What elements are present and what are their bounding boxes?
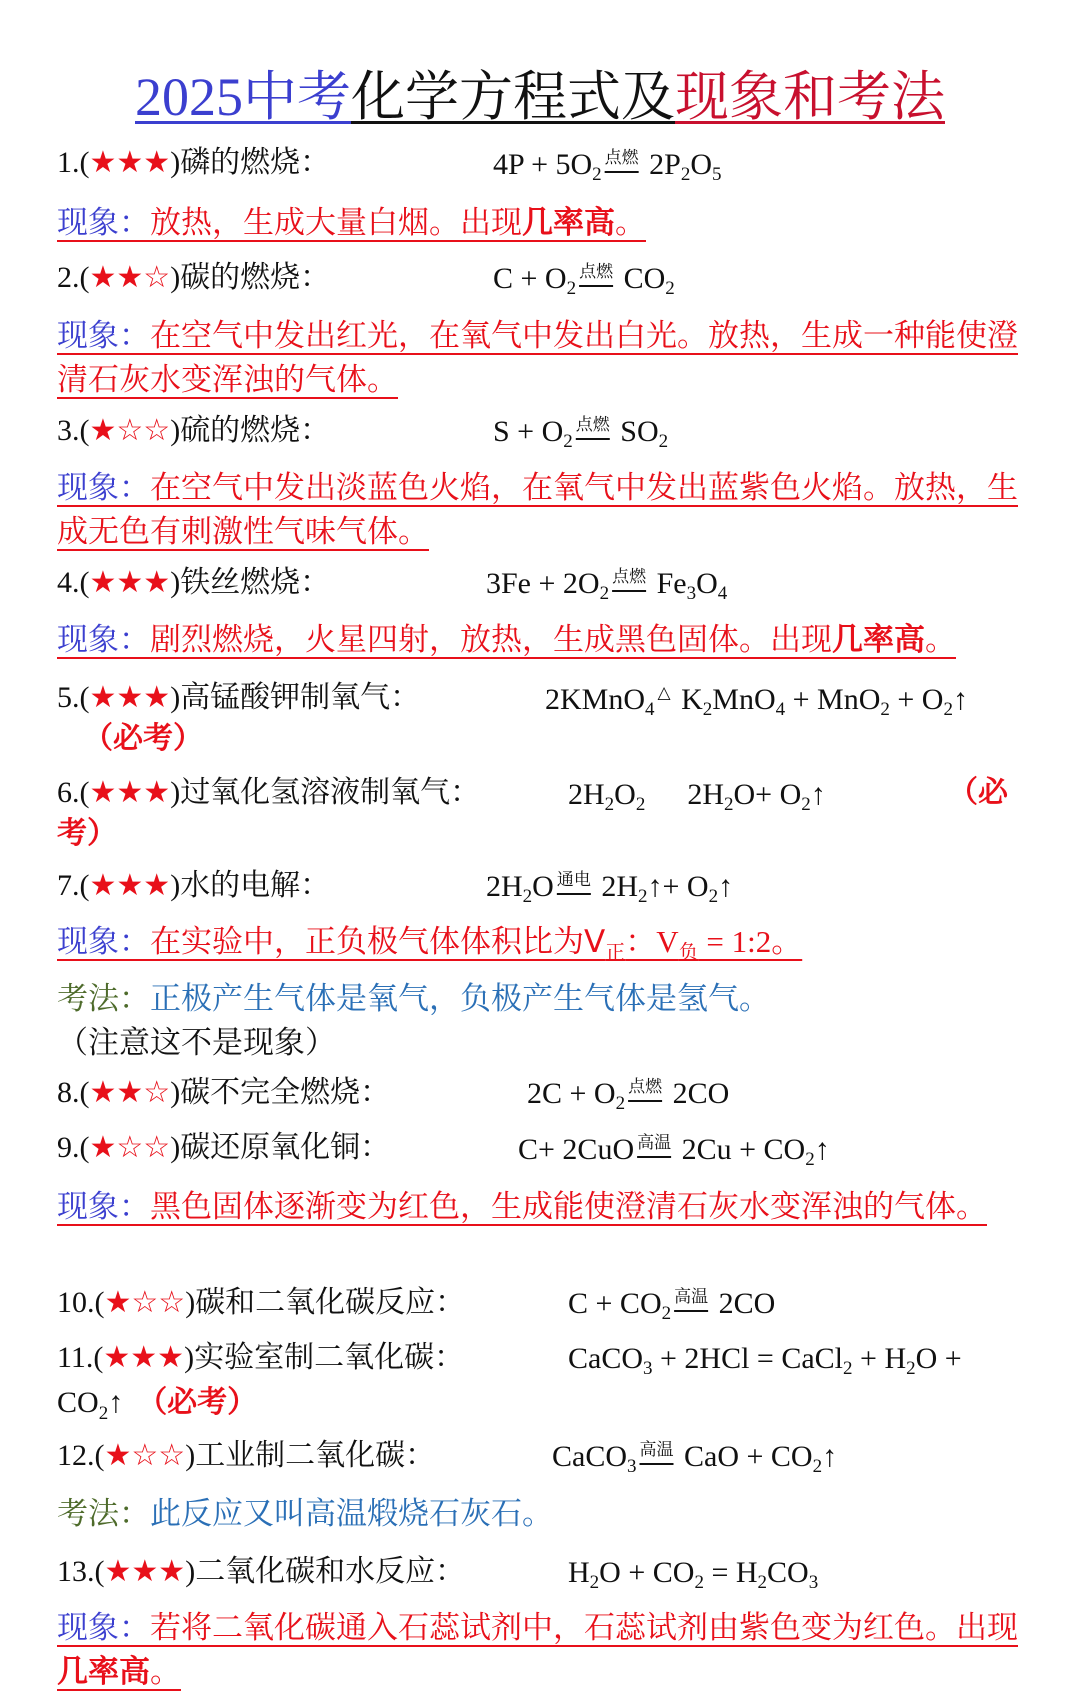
reaction-name: 二氧化碳和水反应： [195, 1554, 466, 1589]
title-equations: 化学方程式及 [351, 65, 675, 128]
reaction-6-heading: 6.(★★★)过氧化氢溶液制氧气： [57, 775, 481, 810]
reaction-9-heading: 9.(★☆☆)碳还原氧化铜： [57, 1130, 391, 1165]
heat-symbol: △ [657, 683, 671, 703]
rating-stars: ★☆☆ [104, 1439, 186, 1472]
reaction-name: 碳和二氧化碳反应： [195, 1285, 466, 1320]
reaction-13-equation: $H_2O + CO_2 = H_2CO_3$ [568, 1556, 819, 1593]
reaction-10-equation: $C + CO_2$高温 2CO [568, 1287, 776, 1324]
reaction-7-equation: $2H_2O$ 通电 $2H_2↑+$ $O_2↑$ [486, 870, 734, 907]
rating-stars: ★☆☆ [104, 1286, 186, 1319]
rating-stars: ★★★ [89, 869, 171, 902]
title-exam: 中考 [243, 65, 351, 128]
rating-stars: ★★★ [89, 566, 171, 599]
title-phenomena: 现象和考法 [675, 65, 945, 128]
reaction-3-equation: $S + O_2$点燃 $SO_2$ [493, 415, 669, 452]
must-test-badge-part2: 考） [57, 816, 117, 851]
condition-label: 高温 [639, 1440, 674, 1460]
reaction-11-equation: CaCO$_3$ + 2HCl = CaCl$_2$ + $H_2O$ + [568, 1342, 962, 1379]
title-year: 2025 [135, 67, 243, 127]
reaction-name: 高锰酸钾制氧气： [180, 680, 421, 715]
reaction-5-equation: 2KMnO$_4$△ $K_2MnO_4 + MnO_2$ + $O_2↑$ [545, 683, 968, 720]
reaction-name: 水的电解： [180, 868, 331, 903]
condition-label: 高温 [637, 1133, 672, 1153]
condition-label: 点燃 [628, 1077, 663, 1097]
reaction-11-equation-continued: $CO_2↑$ （必考） [57, 1385, 258, 1424]
reaction-8-equation: $2C + O_2$点燃 2CO [527, 1077, 730, 1114]
reaction-6-equation: $2H_2O_2$ $2H_2O+$ $O_2↑$ [568, 778, 826, 815]
reaction-8-heading: 8.(★★☆)碳不完全燃烧： [57, 1075, 391, 1110]
must-test-badge: （必考） [137, 1385, 258, 1420]
reaction-name: 实验室制二氧化碳： [194, 1340, 465, 1375]
reaction-7-exam-method: 考法：正极产生气体是氧气，负极产生气体是氢气。（注意这不是现象） [57, 981, 770, 1061]
reaction-4-equation: $3Fe + 2O_2$点燃 $Fe_3O_4$ [486, 567, 728, 604]
reaction-1-heading: 1.(★★★)磷的燃烧： [57, 145, 331, 180]
reaction-name: 硫的燃烧： [180, 413, 331, 448]
rating-stars: ★☆☆ [89, 414, 171, 447]
reaction-name: 碳的燃烧： [180, 260, 331, 295]
rating-stars: ★★★ [104, 1555, 186, 1588]
reaction-name: 碳不完全燃烧： [180, 1075, 391, 1110]
condition-label: 点燃 [612, 567, 647, 587]
rating-stars: ★★★ [89, 776, 171, 809]
rating-stars: ★★★ [103, 1341, 185, 1374]
reaction-4-heading: 4.(★★★)铁丝燃烧： [57, 565, 331, 600]
rating-stars: ★☆☆ [89, 1131, 171, 1164]
condition-label: 点燃 [575, 415, 610, 435]
reaction-3-heading: 3.(★☆☆)硫的燃烧： [57, 413, 331, 448]
reaction-name: 碳还原氧化铜： [180, 1130, 391, 1165]
reaction-name: 工业制二氧化碳： [195, 1438, 436, 1473]
rating-stars: ★★★ [89, 146, 171, 179]
reaction-10-heading: 10.(★☆☆)碳和二氧化碳反应： [57, 1285, 466, 1320]
reaction-9-equation: C+ 2CuO 高温 $2Cu + CO_2↑$ [518, 1133, 830, 1170]
rating-stars: ★★☆ [89, 261, 171, 294]
condition-label: 高温 [674, 1287, 709, 1307]
reaction-7-heading: 7.(★★★)水的电解： [57, 868, 331, 903]
rating-stars: ★★☆ [89, 1076, 171, 1109]
reaction-2-equation: $C + O_2$点燃 $CO_2$ [493, 262, 675, 299]
reaction-3-phenomenon: 现象：在空气中发出淡蓝色火焰，在氧气中发出蓝紫色火焰。放热，生成无色有刺激性气味气体。 [57, 470, 1018, 550]
reaction-12-equation: CaCO$_3$高温 CaO + $CO_2↑$ [552, 1440, 838, 1477]
reaction-9-phenomenon: 现象：黑色固体逐渐变为红色，生成能使澄清石灰水变浑浊的气体。 [57, 1189, 987, 1225]
reaction-11-heading: 11.(★★★)实验室制二氧化碳： [57, 1340, 465, 1375]
condition-label: 点燃 [604, 148, 639, 168]
reaction-4-phenomenon: 现象：剧烈燃烧，火星四射，放热，生成黑色固体。出现几率高。 [57, 622, 956, 658]
condition-label: 点燃 [579, 262, 614, 282]
page-title [0, 62, 1080, 132]
reaction-7-phenomenon: 现象：在实验中，正负极气体体积比为$V_正$：$V_负$ = 1:2。 [57, 924, 803, 965]
reaction-5-heading: 5.(★★★)高锰酸钾制氧气： [57, 680, 421, 715]
reaction-name: 过氧化氢溶液制氧气： [180, 775, 481, 810]
reaction-1-phenomenon: 现象：放热，生成大量白烟。出现几率高。 [57, 205, 646, 241]
reaction-2-heading: 2.(★★☆)碳的燃烧： [57, 260, 331, 295]
condition-label: 通电 [556, 870, 591, 890]
reaction-12-exam-method: 考法：此反应又叫高温煅烧石灰石。 [57, 1496, 553, 1532]
reaction-name: 磷的燃烧： [180, 145, 331, 180]
reaction-name: 铁丝燃烧： [180, 565, 331, 600]
reaction-12-heading: 12.(★☆☆)工业制二氧化碳： [57, 1438, 436, 1473]
must-test-badge-part1: （必 [948, 775, 1008, 810]
must-test-badge: （必考） [83, 721, 203, 756]
reaction-13-heading: 13.(★★★)二氧化碳和水反应： [57, 1554, 466, 1589]
rating-stars: ★★★ [89, 681, 171, 714]
reaction-1-equation: $4P + 5O_2$点燃 $2P_2O_5$ [493, 148, 722, 185]
reaction-2-phenomenon: 现象：在空气中发出红光，在氧气中发出白光。放热，生成一种能使澄清石灰水变浑浊的气体。 [57, 318, 1018, 398]
reaction-13-phenomenon: 现象：若将二氧化碳通入石蕊试剂中，石蕊试剂由紫色变为红色。出现几率高。 [57, 1610, 1018, 1690]
